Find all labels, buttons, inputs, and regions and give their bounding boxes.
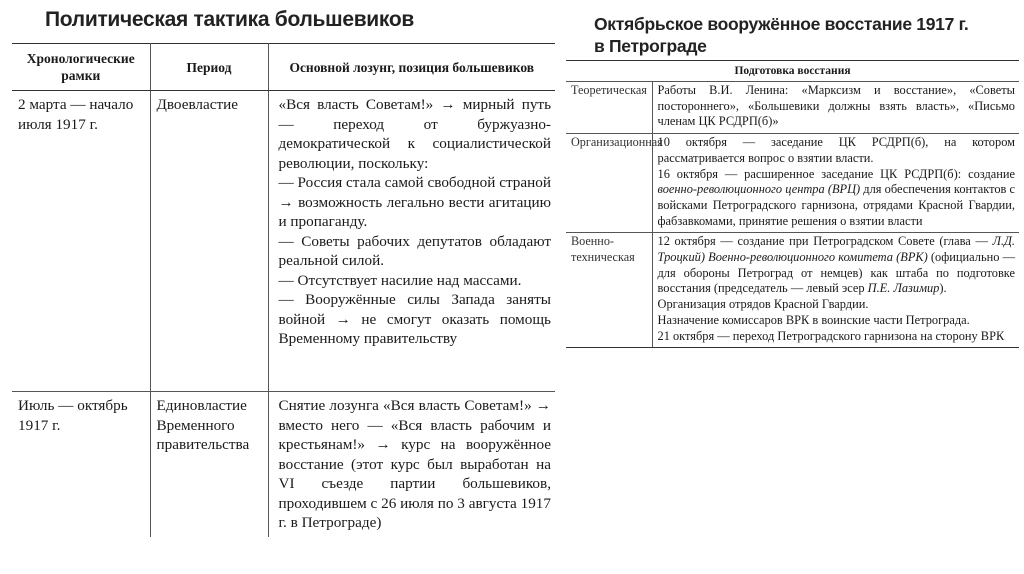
table-row bbox=[566, 82, 1019, 134]
header-preparation: Подготовка восстания bbox=[566, 61, 1019, 82]
row2-period: Единовластие Временного правительства bbox=[150, 392, 268, 537]
row1-slogan bbox=[268, 91, 555, 392]
row2-dates: Июль — октябрь 1917 г. bbox=[12, 392, 150, 537]
table-row bbox=[12, 392, 555, 537]
row1-slogan-line: «Вся власть Советам!» → мирный путь — переход от буржуазно-демократической к социалистической революции, поскольку: bbox=[278, 96, 551, 172]
row1-slogan-line: — Отсутствует насилие над массами. bbox=[278, 271, 522, 289]
uprising-preparation-table bbox=[566, 60, 1019, 348]
bolshevik-tactics-table bbox=[12, 43, 555, 537]
mil-p3: Назначение комиссаров ВРК в воинские части Петрограда. bbox=[657, 312, 970, 327]
right-title-line1: Октябрьское вооружённое восстание 1917 г. bbox=[594, 14, 969, 34]
row1-period: Двоевластие bbox=[150, 91, 268, 392]
military-text bbox=[652, 233, 1019, 348]
mil-p1: 12 октября — создание при Петроградском Совете (глава — Л.Д. Троцкий) Военно-революционного комитета (ВРК) (официально — для обороны Петроград от немцев) как штаба по подготовке восстания (председатель — левый эсер П.Е. Лазимир). bbox=[657, 234, 1016, 296]
table-header-row bbox=[566, 61, 1019, 82]
mil-p2: Организация отрядов Красной Гвардии. bbox=[657, 297, 869, 312]
mil-p4: 21 октября — переход Петроградского гарнизона на сторону ВРК bbox=[657, 328, 1005, 343]
table-header-row bbox=[12, 44, 555, 91]
row1-slogan-line: — Вооружённые силы Запада заняты войной → не смогут оказать помощь Временному правительству bbox=[278, 291, 551, 347]
organizational-text bbox=[652, 134, 1019, 233]
theoretical-text: Работы В.И. Ленина: «Марксизм и восстание», «Советы постороннего», «Большевики должны взять власть», «Письмо членам ЦК РСДРП(б)» bbox=[652, 82, 1019, 134]
table-row bbox=[12, 91, 555, 392]
military-label: Военно-техническая bbox=[566, 233, 652, 348]
right-title bbox=[594, 13, 968, 57]
table-row bbox=[566, 134, 1019, 233]
table-row bbox=[566, 233, 1019, 348]
org-p2: 16 октября — расширенное заседание ЦК РСДРП(б): создание военно-революционного центра (ВРЦ) для обеспечения контактов с войсками Петроградского гарнизона, отрядами Красной Гвардии, фабзавкомами, принятие решения о взятии власти bbox=[657, 166, 1016, 228]
header-period: Период bbox=[150, 44, 268, 91]
left-title: Политическая тактика большевиков bbox=[45, 8, 414, 31]
header-chronology: Хронологические рамки bbox=[12, 44, 150, 91]
organizational-label: Организационная bbox=[566, 134, 652, 233]
row1-dates: 2 марта — начало июля 1917 г. bbox=[12, 91, 150, 392]
row2-slogan bbox=[268, 392, 555, 537]
right-title-line2: в Петрограде bbox=[594, 36, 707, 56]
row1-slogan-line: — Россия стала самой свободной страной → возможность легально вести агитацию и пропаганду. bbox=[278, 174, 551, 230]
row1-slogan-line: — Советы рабочих депутатов обладают реальной силой. bbox=[278, 232, 551, 269]
header-slogan: Основной лозунг, позиция большевиков bbox=[268, 44, 555, 91]
row2-slogan-line: Снятие лозунга «Вся власть Советам!» → вместо него — «Вся власть рабочим и крестьянам!» → курс на вооружённое восстание (этот курс был выработан на VI съезде партии большевиков, проходившем с 26 июля по 3 августа 1917 г. в Петрограде) bbox=[278, 397, 551, 531]
theoretical-label: Теоретическая bbox=[566, 82, 652, 134]
org-p1: 10 октября — заседание ЦК РСДРП(б), на котором рассматривается вопрос о взятии власти. bbox=[657, 135, 1016, 165]
